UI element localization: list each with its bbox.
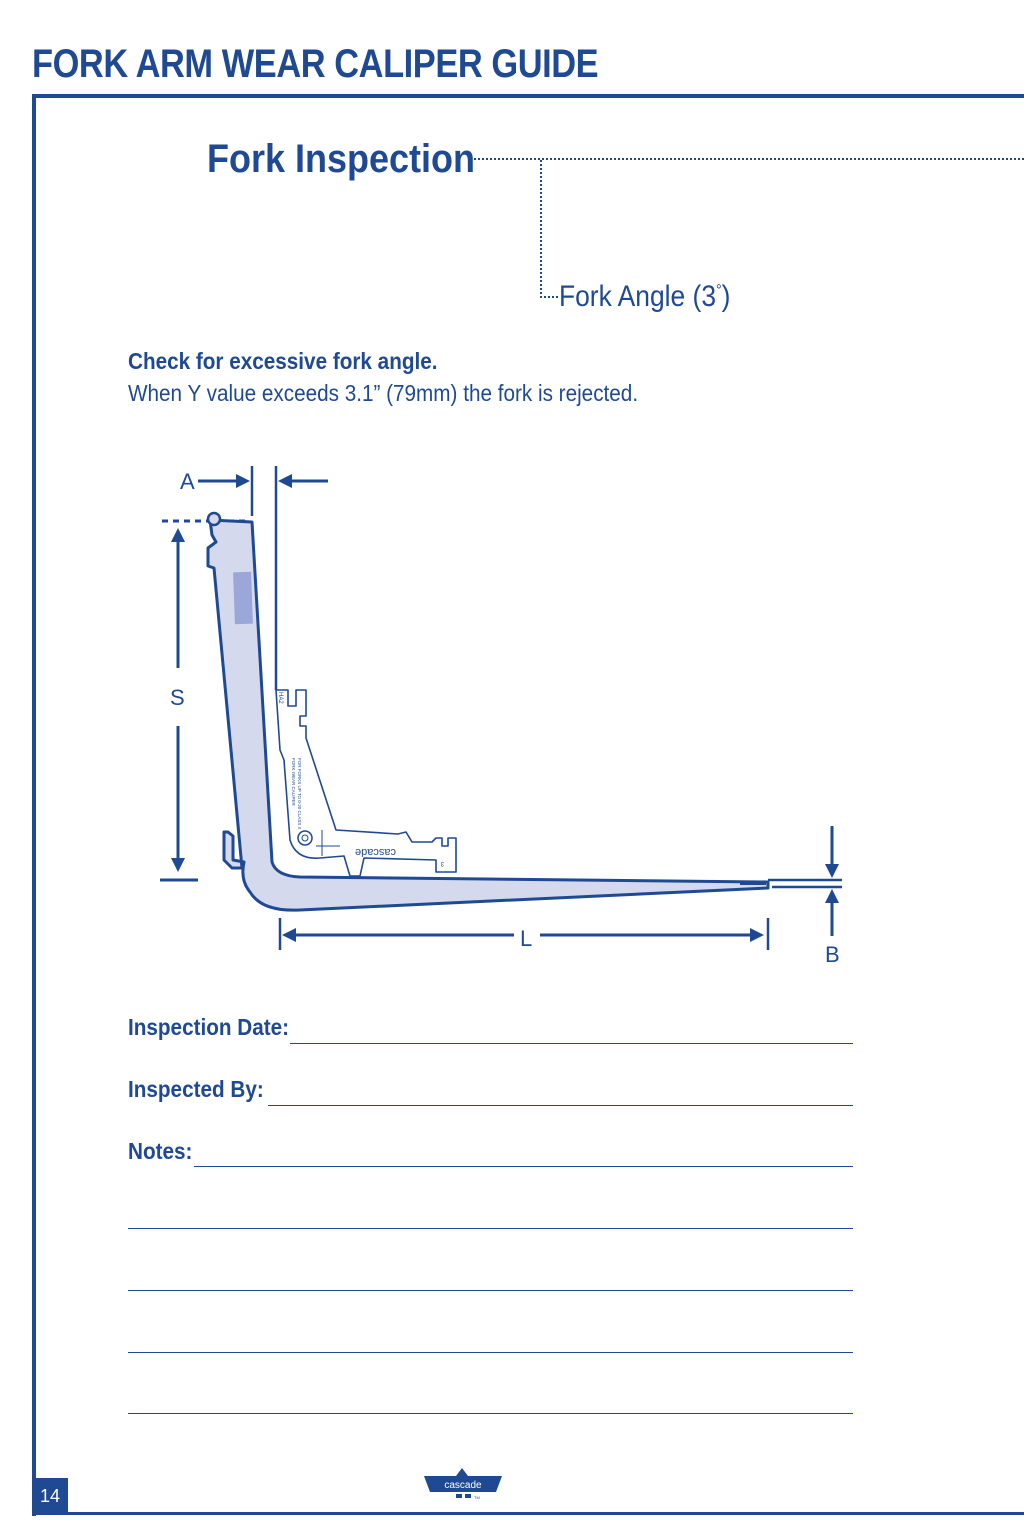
caliper-small-text-1: FORK WEAR CALIPER [291,758,296,806]
page-number: 14 [32,1478,68,1514]
check-heading: Check for excessive fork angle. [128,348,438,374]
notes-line-2[interactable] [128,1228,853,1229]
inspection-date-field[interactable] [290,1043,853,1044]
inspection-date-label: Inspection Date: [128,1014,290,1040]
logo-foot-right [465,1494,471,1498]
caliper-small-text-2: FOR FORKS UP TO 0-20 CLASS X [297,758,302,830]
b-arrow-head-top [825,864,839,878]
inspected-by-field[interactable] [268,1105,853,1106]
logo-foot-left [456,1494,462,1498]
s-arrow-head-bottom [171,858,185,872]
section-title: Fork Inspection [207,137,476,181]
caliper-mark-2: 3 [440,860,444,866]
b-arrow-head-bottom [825,889,839,903]
inspected-by-label: Inspected By: [128,1076,264,1102]
a-arrow-left-head [236,474,250,488]
cascade-logo [422,1468,504,1506]
degree-symbol: ° [716,282,722,299]
fork-label-plate [233,572,253,625]
fork-hook-bump [208,513,220,525]
dimension-label-l: L [520,926,533,951]
dimension-label-s: S [170,685,185,710]
caliper-mark-1: HA2 [277,692,283,704]
notes-line-5[interactable] [128,1413,853,1414]
logo-text: cascade [444,1480,482,1491]
dimension-label-b: B [825,942,840,967]
frame-bottom-rule [32,1512,1024,1515]
fork-angle-close: ) [721,280,731,313]
s-arrow-head-top [171,528,185,542]
caliper-brand-text: cascade [355,846,396,858]
notes-line-3[interactable] [128,1290,853,1291]
logo-head-shape [456,1468,468,1476]
dimension-label-a: A [180,469,195,494]
l-arrow-head-right [750,928,764,942]
page-title: FORK ARM WEAR CALIPER GUIDE [32,42,599,86]
l-arrow-head-left [282,928,296,942]
logo-tm: TM [474,1495,480,1500]
fork-angle-label: Fork Angle (3 [559,280,717,313]
notes-label: Notes: [128,1138,193,1164]
check-body: When Y value exceeds 3.1” (79mm) the fork is rejected. [128,380,639,406]
notes-line-4[interactable] [128,1352,853,1353]
a-arrow-right-head [278,474,292,488]
notes-line-1[interactable] [194,1166,853,1167]
